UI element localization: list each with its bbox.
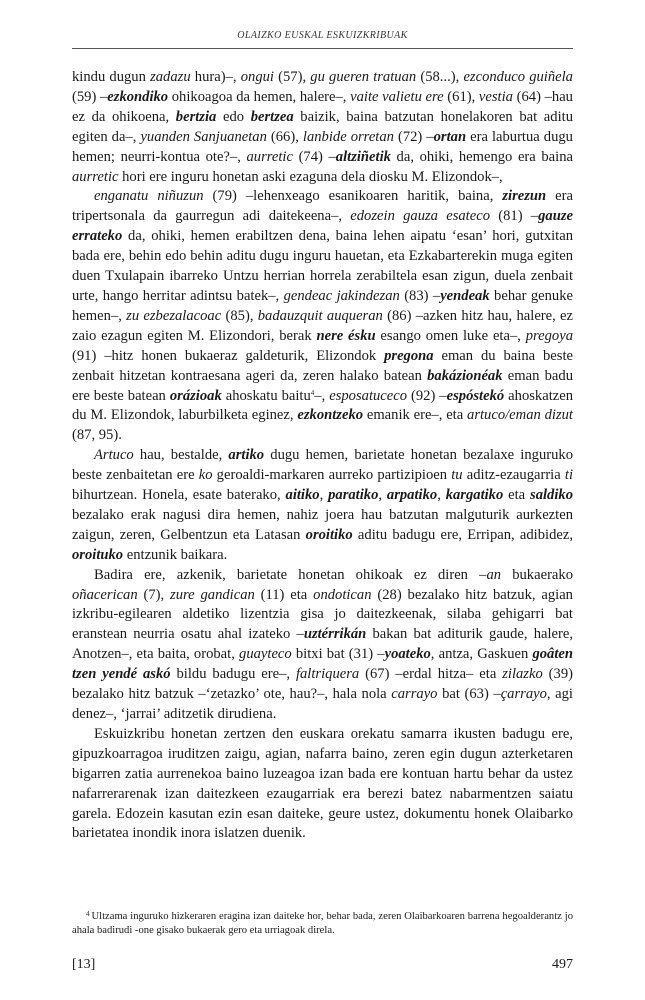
text-run: entzunik baikara. (123, 546, 228, 563)
text-run: (67) –erdal hitza– eta (359, 666, 503, 683)
text-run: eta (503, 487, 531, 504)
italic-term: zilazko (502, 666, 543, 683)
dialect-form: paratiko (328, 487, 379, 504)
italic-term: çarrayo (500, 686, 547, 703)
dialect-form: altziñetik (335, 148, 391, 165)
footnote-ref: 4 (310, 388, 315, 397)
dialect-form: nere ésku (316, 327, 376, 344)
text-run: eman badu ere beste batean (72, 367, 573, 404)
text-run: (86) –azken hitz hau, halere, ez zaio ezagun egiten M. Elizondori, berak (72, 307, 574, 344)
text-run: bihurtzean. Honela, esate baterako, (72, 487, 286, 504)
text-run: bezalako erak nagusi dira hemen, nahiz joera hau batzutan malguturik aurkezten zaigun, zeren, Gelbentzun eta Latasan (72, 506, 573, 543)
text-run: (11) eta (254, 586, 314, 603)
italic-term: yuanden Sanjuanetan (140, 128, 267, 145)
folio-left: [13] (72, 957, 96, 972)
dialect-form: bertzia (175, 108, 217, 125)
italic-term: aurretic (72, 168, 119, 185)
text-run: ahoskatu baitu (221, 387, 311, 404)
text-run: (85), (221, 307, 258, 324)
dialect-form: aitiko (285, 487, 320, 504)
text-run: Ultzama inguruko hizkeraren eragina izan daiteke hor, behar bada, zeren Olaibarkoaren barrena hegoalderantz jo ahala badirudi (72, 911, 573, 936)
italic-term: gu gueren tratuan (310, 69, 417, 85)
italic-term: -one (134, 925, 154, 936)
footnote-number: 4 (86, 910, 90, 918)
paragraph (72, 68, 573, 187)
text-run: –, (314, 387, 330, 404)
text-run: (83) – (399, 287, 441, 304)
italic-term: ondotican (313, 586, 372, 603)
dialect-form: zirezun (502, 188, 547, 205)
italic-term: ko (198, 467, 213, 484)
dialect-form: oroitiko (305, 526, 353, 543)
italic-term: vestia (478, 88, 513, 105)
text-run: ahoskatzen du M. Elizondok, laburbilketa eginez, (72, 387, 574, 424)
text-run: (39) bezalako hitz batzuk –‘zetazko’ ote, hau?–, hala nola (72, 666, 573, 703)
text-run: (7), (137, 586, 171, 603)
text-run: bukaerako (501, 566, 573, 583)
italic-term: esposatuceco (329, 387, 408, 404)
header-rule (72, 48, 573, 49)
italic-term: Artuco (94, 447, 134, 464)
italic-term: zure gandican (170, 586, 255, 603)
text-run: , (437, 487, 446, 504)
text-run: gisako bukaerak gero eta urriagoak direla. (153, 925, 335, 936)
italic-term: artuco/eman dizut (467, 407, 573, 424)
text-run: ohikoagoa da hemen, halere–, (168, 88, 351, 105)
body-text (72, 68, 573, 844)
italic-term: gendeac jakindezan (283, 287, 400, 304)
italic-term: faltriquera (295, 666, 360, 683)
text-run: bat (63) – (437, 686, 501, 703)
paragraph (72, 446, 573, 565)
running-head: OLAIZKO EUSKAL ESKUIZKRIBUAK (237, 30, 408, 41)
dialect-form: saldiko (530, 487, 573, 504)
text-run: era tripertsonala da gaurregun adi daitekeena–, (72, 188, 573, 225)
dialect-form: kargatiko (445, 487, 504, 504)
text-run: kindu dugun (72, 69, 151, 85)
text-run: (81) – (490, 208, 539, 225)
dialect-form: ortan (433, 128, 467, 145)
italic-term: edozein gauza esateco (350, 208, 490, 225)
paragraph (72, 187, 573, 446)
dialect-form: espóstekó (446, 387, 505, 404)
paragraph (72, 725, 573, 844)
text-run: hori ere inguru honetan aski ezaguna dela diosku M. Elizondok–, (118, 168, 503, 185)
text-run: (79) –lehenxeago esanikoaren haritik, baina, (203, 188, 503, 205)
text-run: (72) – (393, 128, 434, 145)
text-run: dugu hemen, barietate honetan bezalaxe inguruko beste zenbaitetan ere (72, 447, 573, 484)
italic-term: ezconduco guiñela (463, 69, 573, 85)
text-run: geroaldi-markaren aurreko partizipioen (212, 467, 452, 484)
text-run: , antza, Gaskuen (430, 646, 533, 663)
text-run: hura)–, (190, 69, 241, 85)
text-run: (58...), (416, 69, 464, 85)
text-run: eman du baina beste zenbait hitzetan kontraesana ageri da, zeren halako batean (72, 347, 573, 384)
italic-term: aurretic (246, 148, 293, 165)
text-run: da, ohiki, hemengo era baina (390, 148, 573, 165)
footnote (72, 907, 573, 938)
text-run: bitxi bat (31) – (291, 646, 385, 663)
dialect-form: gauze errateko (72, 208, 573, 245)
text-run: (57), (273, 69, 311, 85)
italic-term: an (486, 566, 502, 583)
text-run: , (319, 487, 329, 504)
text-run: hau, bestalde, (133, 447, 229, 464)
dialect-form: ezkondiko (107, 88, 169, 105)
italic-term: zadazu (150, 69, 191, 85)
italic-term: ongui (240, 69, 274, 85)
dialect-form: artiko (228, 447, 265, 464)
text-run: (59) – (72, 88, 108, 105)
italic-term: enganatu niñuzun (94, 188, 204, 205)
italic-term: ti (564, 467, 573, 484)
text-run: (64) –hau ez da ohikoena, (72, 88, 573, 125)
text-run: emanik ere–, eta (363, 407, 468, 424)
text-run: aditu badugu ere, Erripan, adibidez, (352, 526, 573, 543)
italic-term: zu ezbezalacoac (126, 307, 222, 324)
dialect-form: yoateko (384, 646, 431, 663)
italic-term: vaite valietu ere (350, 88, 444, 105)
text-run: bakan bat aditurik gaude, halere, Anotzen–, eta baita, orobat, (72, 626, 573, 663)
dialect-form: goâten tzen yendé askó (72, 646, 573, 683)
text-run: , (378, 487, 387, 504)
dialect-form: yendeak (440, 287, 490, 304)
dialect-form: oroituko (72, 546, 124, 563)
text-run: aditz-ezaugarria (462, 467, 565, 484)
text-run: edo (216, 108, 251, 125)
text-run: (91) –hitz honen bukaeraz galdeturik, Elizondok (72, 347, 385, 364)
italic-term: lanbide orretan (302, 128, 394, 145)
text-run: baizik, baina batzutan honelakoren bat aditu egiten da–, (72, 108, 573, 145)
italic-term: carrayo (391, 686, 438, 703)
text-run: behar genuke hemen–, (72, 287, 573, 324)
dialect-form: pregona (384, 347, 434, 364)
text-run: (87, 95). (72, 427, 122, 444)
text-run: (66), (266, 128, 303, 145)
dialect-form: arpatiko (386, 487, 438, 504)
text-run: (61), (443, 88, 479, 105)
dialect-form: bertzea (250, 108, 294, 125)
text-run: , agi denez–, ‘jarrai’ aditzetik dirudiena. (72, 686, 573, 722)
text-run: (28) bezalako hitz batzuk, agian izkribu-egilearen aldetiko lizentzia gisa jo daitezkeenak, silaba gehigarri bat eranstean neurria osatu ahal izateko – (72, 586, 573, 643)
text-run: era laburtua dugu hemen; neurri-kontua ote?–, (72, 128, 573, 165)
page-number: 497 (552, 957, 573, 972)
text-run: (92) – (407, 387, 447, 404)
dialect-form: bakázionéak (427, 367, 503, 384)
italic-term: oñacerican (72, 586, 138, 603)
paragraph (72, 566, 573, 725)
dialect-form: orázioak (169, 387, 222, 404)
italic-term: pregoya (525, 327, 573, 344)
text-run: esango omen luke eta–, (375, 327, 526, 344)
text-run: Eskuizkribu honetan zertzen den euskara orekatu samarra ikusten badugu ere, gipuzkoarragoa iruditzen zaigu, agian, nafarra baino, zeren egin dugun azterketaren bigarren zatia aurrenekoa baino luzeagoa izan bada ere kontuan hartu behar da ustez nafarrerarenak izan daitezkeen ezaugarriak era berezi batez nabarmentzen saiatu garela. Edozein kasutan ezin esan daiteke, geure ustez, dokumentu honek Olaibarko barietatea inondik inora islatzen duenik. (72, 725, 573, 842)
text-run: da, ohiki, hemen erabiltzen dena, baina lehen aipatu ‘esan’ hori, gutxitan bada ere, behin edo behin aditu dugu inguru hauetan, eta Ezkabarterekin muga egiten duen Txulapain ibarreko Untzu herrian horrela zerabiltela esan zigun, duela zenbait urte, hango herritar adintsu batek–, (72, 228, 573, 304)
italic-term: guayteco (239, 646, 292, 663)
dialect-form: uztérrikán (303, 626, 367, 643)
italic-term: badauzquit auqueran (257, 307, 383, 324)
text-run: bildu badugu ere–, (170, 666, 296, 683)
text-run: Badira ere, azkenik, barietate honetan ohikoak ez diren – (94, 566, 487, 583)
text-run: (74) – (292, 148, 336, 165)
italic-term: tu (451, 467, 463, 484)
dialect-form: ezkontzeko (297, 407, 364, 424)
